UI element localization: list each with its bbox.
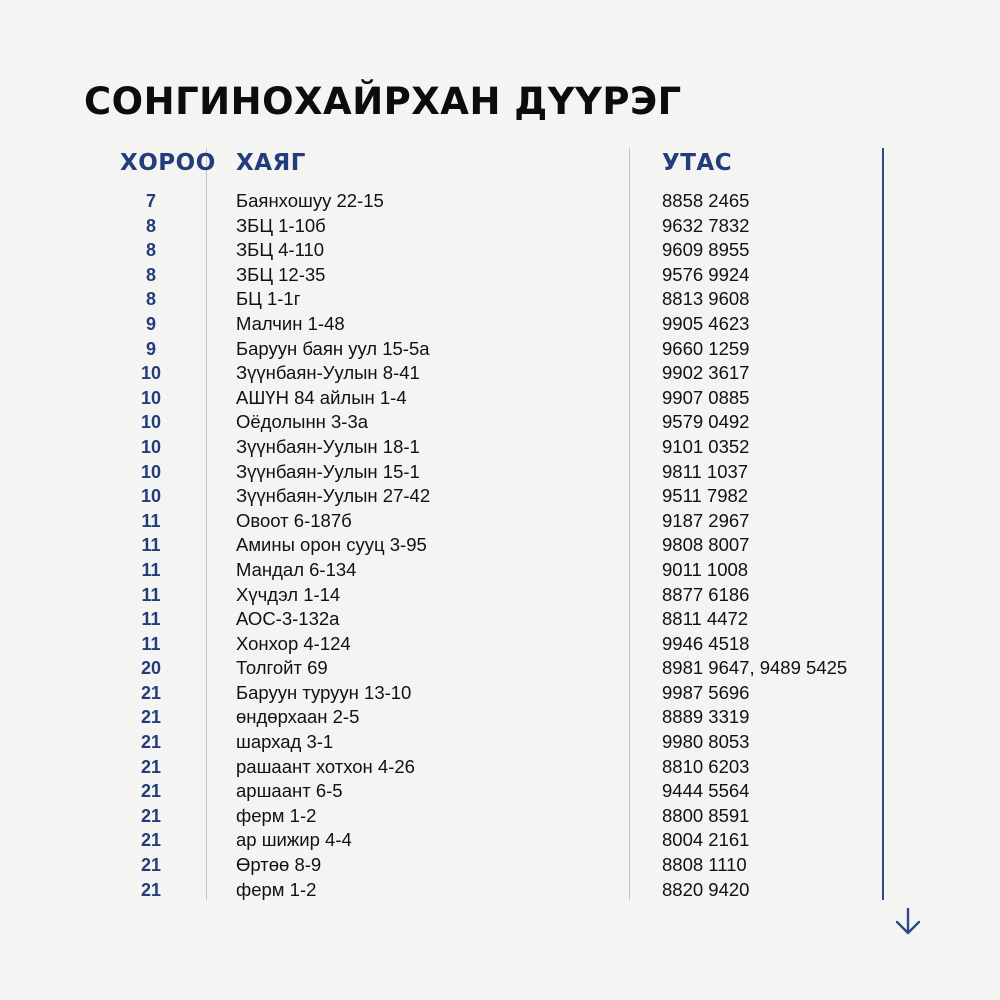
- address-cell: ферм 1-2: [236, 804, 317, 826]
- khoroo-cell: 21: [140, 707, 162, 728]
- phone-cell: 9905 4623: [662, 312, 750, 334]
- table-row: [0, 287, 1000, 312]
- phone-cell: 9187 2967: [662, 509, 750, 531]
- table-row: [0, 583, 1000, 608]
- table-row: [0, 484, 1000, 509]
- table-row: [0, 214, 1000, 239]
- address-cell: Оёдолынн 3-3а: [236, 411, 369, 433]
- table-row: [0, 681, 1000, 706]
- page-title: СОНГИНОХАЙРХАН ДҮҮРЭГ: [84, 80, 682, 123]
- address-cell: Мандал 6-134: [236, 558, 357, 580]
- address-cell: рашаант хотхон 4-26: [236, 755, 415, 777]
- phone-cell: 8889 3319: [662, 706, 750, 728]
- khoroo-cell: 10: [140, 363, 162, 384]
- address-cell: Овоот 6-187б: [236, 509, 352, 531]
- khoroo-cell: 21: [140, 855, 162, 876]
- khoroo-cell: 11: [141, 633, 161, 654]
- phone-cell: 8813 9608: [662, 288, 750, 310]
- khoroo-cell: 11: [141, 584, 161, 605]
- khoroo-cell: 8: [145, 215, 156, 236]
- address-cell: ЗБЦ 4-110: [236, 239, 325, 261]
- address-cell: БЦ 1-1г: [236, 288, 301, 310]
- header-address: ХАЯГ: [236, 150, 306, 176]
- khoroo-cell: 10: [140, 486, 162, 507]
- khoroo-cell: 8: [145, 240, 156, 261]
- khoroo-cell: 21: [140, 732, 162, 753]
- khoroo-cell: 8: [145, 264, 156, 285]
- address-cell: Зүүнбаян-Уулын 8-41: [236, 362, 420, 384]
- table-row: [0, 656, 1000, 681]
- phone-cell: 9902 3617: [662, 362, 750, 384]
- address-cell: Толгойт 69: [236, 657, 328, 679]
- address-cell: шархад 3-1: [236, 731, 334, 753]
- phone-cell: 9444 5564: [662, 780, 750, 802]
- table-row: [0, 730, 1000, 755]
- phone-cell: 9579 0492: [662, 411, 750, 433]
- address-cell: Баруун туруун 13-10: [236, 681, 412, 703]
- phone-cell: 9980 8053: [662, 731, 750, 753]
- table-row: [0, 460, 1000, 485]
- khoroo-cell: 9: [145, 338, 156, 359]
- phone-cell: 8811 4472: [662, 608, 749, 630]
- table-row: [0, 558, 1000, 583]
- khoroo-cell: 7: [145, 191, 156, 211]
- table-row: [0, 189, 1000, 214]
- table-row: [0, 755, 1000, 780]
- table-row: [0, 312, 1000, 337]
- table-row: [0, 779, 1000, 804]
- table-row: [0, 410, 1000, 435]
- khoroo-cell: 10: [140, 436, 162, 457]
- phone-cell: 8800 8591: [662, 804, 750, 826]
- phone-cell: 9609 8955: [662, 239, 750, 261]
- address-cell: Хонхор 4-124: [236, 632, 351, 654]
- table-row: [0, 878, 1000, 903]
- table-row: [0, 238, 1000, 263]
- arrow-down-icon[interactable]: [892, 906, 924, 938]
- address-cell: ар шижир 4-4: [236, 829, 352, 851]
- khoroo-cell: 11: [141, 535, 161, 556]
- header-phone: УТАС: [662, 150, 733, 176]
- table-row: [0, 828, 1000, 853]
- khoroo-cell: 21: [140, 879, 162, 900]
- table-row: [0, 804, 1000, 829]
- phone-cell: 9660 1259: [662, 337, 750, 359]
- khoroo-cell: 11: [141, 609, 161, 630]
- phone-cell: 8004 2161: [662, 829, 750, 851]
- address-cell: Өртөө 8-9: [236, 854, 322, 876]
- table-row: [0, 263, 1000, 288]
- address-cell: Баруун баян уул 15-5а: [236, 337, 430, 359]
- phone-cell: 9811 1037: [662, 460, 749, 482]
- table-row: [0, 509, 1000, 534]
- khoroo-cell: 21: [140, 805, 162, 826]
- khoroo-cell: 20: [140, 658, 162, 679]
- header-khoroo: ХОРОО: [120, 150, 216, 176]
- khoroo-cell: 10: [140, 412, 162, 433]
- table-row: [0, 607, 1000, 632]
- table-row: [0, 361, 1000, 386]
- table-row: [0, 632, 1000, 657]
- phone-cell: 8808 1110: [662, 854, 747, 876]
- table-row: [0, 435, 1000, 460]
- phone-cell: 9576 9924: [662, 263, 750, 285]
- table-row: [0, 853, 1000, 878]
- table-row: [0, 337, 1000, 362]
- khoroo-cell: 9: [145, 313, 156, 334]
- khoroo-cell: 21: [140, 756, 162, 777]
- khoroo-cell: 10: [140, 387, 162, 408]
- phone-cell: 9511 7982: [662, 485, 749, 507]
- khoroo-cell: 8: [145, 289, 156, 310]
- phone-cell: 9632 7832: [662, 214, 750, 236]
- address-cell: Хүчдэл 1-14: [236, 583, 341, 605]
- address-cell: Зүүнбаян-Уулын 27-42: [236, 485, 431, 507]
- phone-cell: 9808 8007: [662, 534, 750, 556]
- phone-cell: 8981 9647, 9489 5425: [662, 657, 848, 679]
- phone-cell: 9987 5696: [662, 681, 750, 703]
- khoroo-cell: 21: [140, 830, 162, 851]
- phone-cell: 8858 2465: [662, 190, 750, 211]
- table-row: [0, 705, 1000, 730]
- address-cell: Зүүнбаян-Уулын 15-1: [236, 460, 420, 482]
- khoroo-cell: 11: [141, 559, 161, 580]
- phone-cell: 9011 1008: [662, 558, 749, 580]
- address-cell: Малчин 1-48: [236, 312, 345, 334]
- address-cell: Баянхошуу 22-15: [236, 190, 384, 211]
- khoroo-cell: 21: [140, 682, 162, 703]
- khoroo-cell: 11: [141, 510, 161, 531]
- address-cell: Амины орон сууц 3-95: [236, 534, 427, 556]
- address-cell: АШҮН 84 айлын 1-4: [236, 386, 407, 408]
- phone-cell: 9946 4518: [662, 632, 750, 654]
- address-cell: ЗБЦ 1-10б: [236, 214, 326, 236]
- phone-cell: 8877 6186: [662, 583, 750, 605]
- address-cell: ферм 1-2: [236, 878, 317, 900]
- phone-cell: 8810 6203: [662, 755, 750, 777]
- address-cell: ЗБЦ 12-35: [236, 263, 326, 285]
- phone-cell: 8820 9420: [662, 878, 750, 900]
- khoroo-cell: 21: [140, 781, 162, 802]
- address-table: [0, 189, 1000, 902]
- phone-cell: 9907 0885: [662, 386, 750, 408]
- table-row: [0, 533, 1000, 558]
- address-cell: аршаант 6-5: [236, 780, 343, 802]
- table-row: [0, 386, 1000, 411]
- address-cell: Зүүнбаян-Уулын 18-1: [236, 435, 420, 457]
- address-cell: АОС-3-132а: [236, 608, 340, 630]
- phone-cell: 9101 0352: [662, 435, 750, 457]
- khoroo-cell: 10: [140, 461, 162, 482]
- address-cell: өндөрхаан 2-5: [236, 706, 360, 728]
